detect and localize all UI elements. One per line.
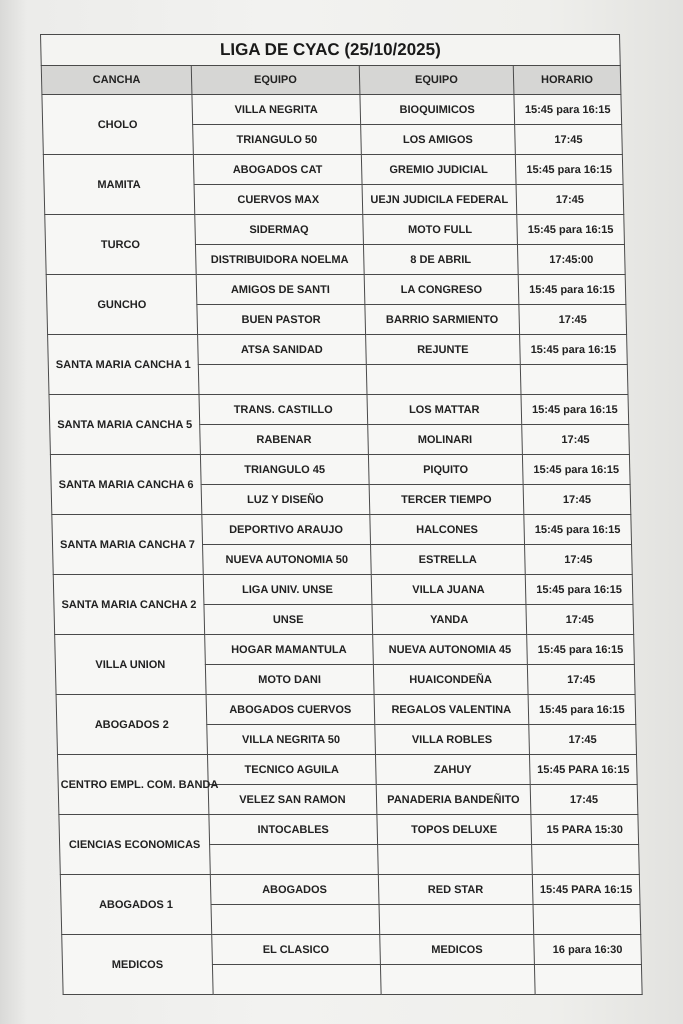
- team-away-cell: PIQUITO: [368, 455, 523, 485]
- horario-cell: 17:45: [515, 125, 623, 155]
- team-away-cell: LOS MATTAR: [367, 395, 522, 425]
- horario-cell: [532, 845, 640, 875]
- team-away-cell: MOTO FULL: [363, 215, 518, 245]
- team-away-cell: HUAICONDEÑA: [373, 665, 528, 695]
- cancha-cell: ABOGADOS 2: [56, 695, 207, 755]
- team-away-cell: ESTRELLA: [370, 545, 525, 575]
- cancha-cell: SANTA MARIA CANCHA 5: [49, 395, 200, 455]
- horario-cell: 15:45 para 16:15: [525, 575, 633, 605]
- team-home-cell: MOTO DANI: [205, 665, 374, 695]
- horario-cell: 17:45: [527, 665, 635, 695]
- fixture-table: [40, 34, 643, 995]
- horario-cell: 17:45: [522, 425, 630, 455]
- team-home-cell: NUEVA AUTONOMIA 50: [203, 545, 372, 575]
- table-row: [56, 695, 636, 725]
- team-home-cell: EL CLASICO: [212, 935, 381, 965]
- team-away-cell: NUEVA AUTONOMIA 45: [372, 635, 527, 665]
- team-away-cell: BARRIO SARMIENTO: [365, 305, 520, 335]
- team-away-cell: GREMIO JUDICIAL: [361, 155, 516, 185]
- table-row: [60, 875, 640, 905]
- team-away-cell: [379, 905, 534, 935]
- team-home-cell: [210, 845, 379, 875]
- team-away-cell: TOPOS DELUXE: [377, 815, 532, 845]
- team-home-cell: SIDERMAQ: [195, 215, 364, 245]
- table-row: [50, 455, 630, 485]
- team-home-cell: UNSE: [204, 605, 373, 635]
- horario-cell: 15:45 para 16:15: [520, 335, 628, 365]
- team-away-cell: TERCER TIEMPO: [369, 485, 524, 515]
- header-row: [41, 66, 621, 95]
- team-home-cell: [211, 905, 380, 935]
- team-home-cell: BUEN PASTOR: [197, 305, 366, 335]
- table-row: [57, 755, 637, 785]
- header-equipo-2: EQUIPO: [359, 66, 514, 95]
- cancha-cell: GUNCHO: [46, 275, 197, 335]
- team-away-cell: [366, 365, 521, 395]
- team-home-cell: INTOCABLES: [209, 815, 378, 845]
- cancha-cell: ABOGADOS 1: [60, 875, 211, 935]
- header-equipo-1: EQUIPO: [191, 66, 359, 95]
- horario-cell: 17:45: [526, 605, 634, 635]
- team-home-cell: TRIANGULO 45: [200, 455, 369, 485]
- table-row: [45, 215, 625, 245]
- team-home-cell: ABOGADOS CAT: [193, 155, 362, 185]
- horario-cell: 17:45: [519, 305, 627, 335]
- team-home-cell: VILLA NEGRITA: [192, 95, 361, 125]
- header-horario: HORARIO: [513, 66, 621, 95]
- team-away-cell: [377, 845, 532, 875]
- cancha-cell: CIENCIAS ECONOMICAS: [59, 815, 210, 875]
- team-home-cell: RABENAR: [200, 425, 369, 455]
- cancha-cell: VILLA UNION: [55, 635, 206, 695]
- team-home-cell: TRIANGULO 50: [193, 125, 362, 155]
- horario-cell: 15:45 para 16:15: [522, 455, 630, 485]
- cancha-cell: CENTRO EMPL. COM. BANDA: [57, 755, 208, 815]
- table-row: [55, 635, 635, 665]
- table-row: [48, 335, 628, 365]
- team-home-cell: CUERVOS MAX: [194, 185, 363, 215]
- team-home-cell: [198, 365, 367, 395]
- team-away-cell: BIOQUIMICOS: [360, 95, 515, 125]
- cancha-cell: SANTA MARIA CANCHA 1: [48, 335, 199, 395]
- team-away-cell: HALCONES: [370, 515, 525, 545]
- table-row: [62, 935, 642, 965]
- horario-cell: 17:45: [524, 545, 632, 575]
- team-home-cell: VILLA NEGRITA 50: [207, 725, 376, 755]
- cancha-cell: TURCO: [45, 215, 196, 275]
- team-away-cell: RED STAR: [378, 875, 533, 905]
- team-away-cell: LA CONGRESO: [364, 275, 519, 305]
- team-away-cell: ZAHUY: [375, 755, 530, 785]
- team-home-cell: ABOGADOS CUERVOS: [206, 695, 375, 725]
- table-row: [42, 95, 622, 125]
- header-cancha: CANCHA: [41, 66, 192, 95]
- table-row: [43, 155, 623, 185]
- table-row: [59, 815, 639, 845]
- cancha-cell: MEDICOS: [62, 935, 213, 995]
- cancha-cell: MAMITA: [43, 155, 194, 215]
- team-home-cell: TECNICO AGUILA: [207, 755, 376, 785]
- horario-cell: 15:45 para 16:15: [524, 515, 632, 545]
- team-away-cell: [380, 965, 535, 995]
- cancha-cell: SANTA MARIA CANCHA 2: [53, 575, 204, 635]
- team-away-cell: YANDA: [372, 605, 527, 635]
- table-row: [49, 395, 629, 425]
- team-away-cell: UEJN JUDICILA FEDERAL: [362, 185, 517, 215]
- horario-cell: 17:45:00: [517, 245, 625, 275]
- horario-cell: 15:45 para 16:15: [515, 155, 623, 185]
- team-away-cell: LOS AMIGOS: [360, 125, 515, 155]
- horario-cell: 16 para 16:30: [534, 935, 642, 965]
- team-away-cell: REGALOS VALENTINA: [374, 695, 529, 725]
- horario-cell: [534, 965, 642, 995]
- team-away-cell: MOLINARI: [367, 425, 522, 455]
- fixture-document: [40, 34, 643, 995]
- horario-cell: [533, 905, 641, 935]
- horario-cell: 15:45 PARA 16:15: [532, 875, 640, 905]
- horario-cell: 15:45 para 16:15: [517, 215, 625, 245]
- cancha-cell: SANTA MARIA CANCHA 6: [50, 455, 201, 515]
- horario-cell: 15:45 para 16:15: [521, 395, 629, 425]
- horario-cell: 15:45 PARA 16:15: [529, 755, 637, 785]
- horario-cell: 15:45 para 16:15: [514, 95, 622, 125]
- team-home-cell: DEPORTIVO ARAUJO: [202, 515, 371, 545]
- team-home-cell: LIGA UNIV. UNSE: [203, 575, 372, 605]
- team-away-cell: VILLA JUANA: [371, 575, 526, 605]
- horario-cell: 15:45 para 16:15: [518, 275, 626, 305]
- team-home-cell: VELEZ SAN RAMON: [208, 785, 377, 815]
- horario-cell: 17:45: [530, 785, 638, 815]
- team-home-cell: [212, 965, 381, 995]
- team-away-cell: REJUNTE: [365, 335, 520, 365]
- team-home-cell: ABOGADOS: [210, 875, 379, 905]
- cancha-cell: CHOLO: [42, 95, 193, 155]
- cancha-cell: SANTA MARIA CANCHA 7: [52, 515, 203, 575]
- team-away-cell: MEDICOS: [380, 935, 535, 965]
- horario-cell: 15:45 para 16:15: [527, 635, 635, 665]
- table-row: [52, 515, 632, 545]
- horario-cell: 15 PARA 15:30: [531, 815, 639, 845]
- team-away-cell: 8 DE ABRIL: [363, 245, 518, 275]
- table-row: [53, 575, 633, 605]
- horario-cell: 17:45: [523, 485, 631, 515]
- team-home-cell: TRANS. CASTILLO: [199, 395, 368, 425]
- horario-cell: 17:45: [529, 725, 637, 755]
- team-away-cell: PANADERIA BANDEÑITO: [376, 785, 531, 815]
- team-home-cell: AMIGOS DE SANTI: [196, 275, 365, 305]
- horario-cell: 17:45: [516, 185, 624, 215]
- table-title: LIGA DE CYAC (25/10/2025): [41, 35, 621, 66]
- team-home-cell: HOGAR MAMANTULA: [205, 635, 374, 665]
- table-row: [46, 275, 626, 305]
- horario-cell: 15:45 para 16:15: [528, 695, 636, 725]
- team-home-cell: DISTRIBUIDORA NOELMA: [195, 245, 364, 275]
- fixture-body: [42, 95, 642, 995]
- team-away-cell: VILLA ROBLES: [375, 725, 530, 755]
- horario-cell: [520, 365, 628, 395]
- team-home-cell: ATSA SANIDAD: [198, 335, 367, 365]
- team-home-cell: LUZ Y DISEÑO: [201, 485, 370, 515]
